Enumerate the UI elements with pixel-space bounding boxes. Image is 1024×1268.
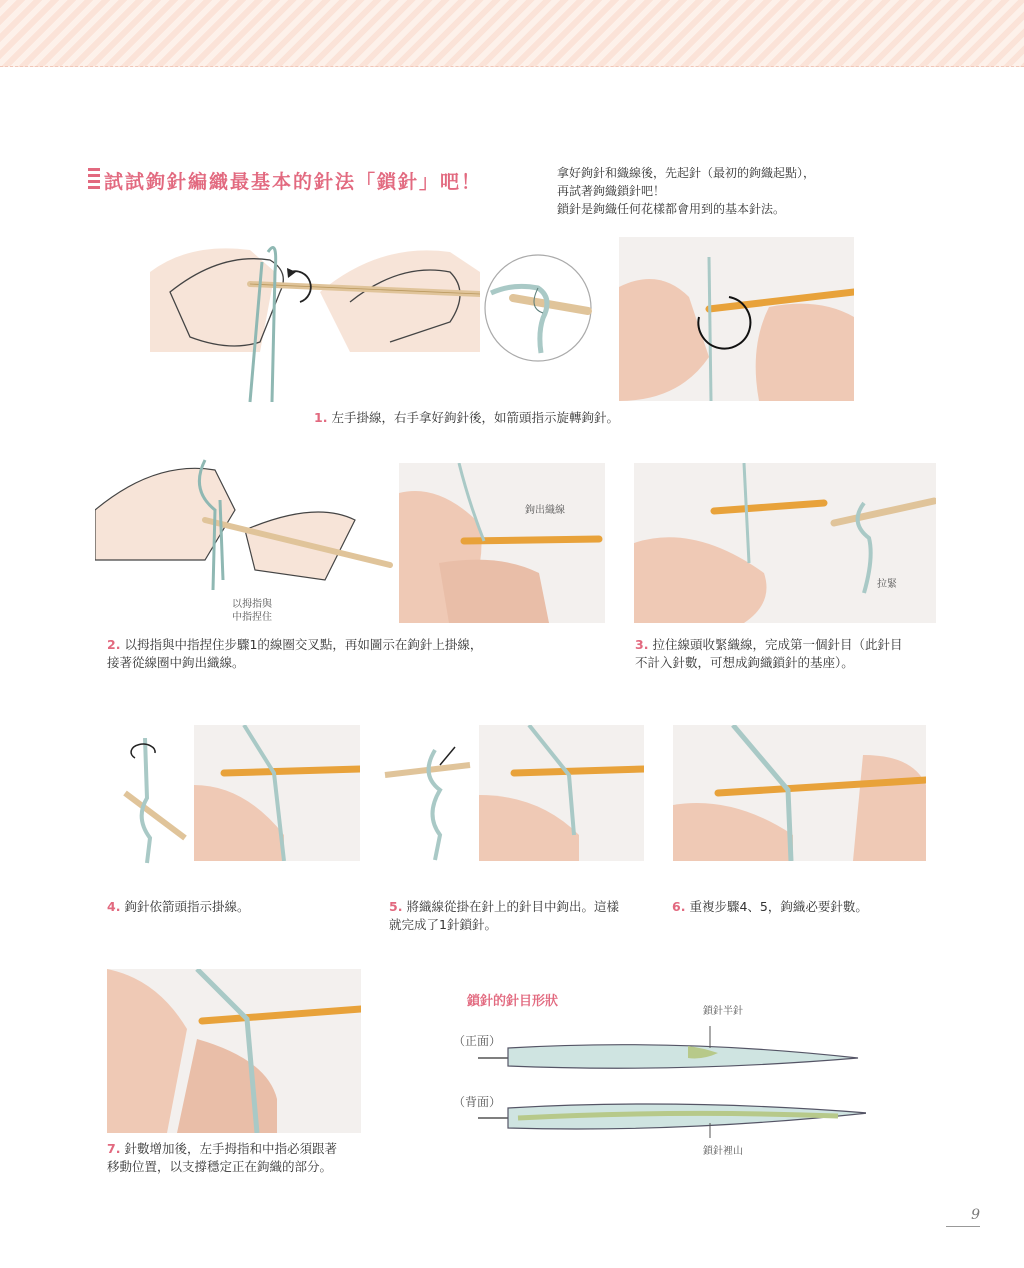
step7-caption xyxy=(107,1140,337,1176)
step-text: 鉤針依箭頭指示掛線。 xyxy=(124,899,250,914)
pinch-label xyxy=(232,598,272,624)
step-number: 2. xyxy=(107,637,121,652)
step2-caption xyxy=(107,636,482,672)
step4-photo xyxy=(194,725,360,861)
chain-shape-title: 鎖針的針目形狀 xyxy=(467,994,559,1009)
step6-caption xyxy=(672,898,868,916)
step-text: 移動位置，以支撐穩定正在鉤織的部分。 xyxy=(107,1159,333,1174)
step-number: 4. xyxy=(107,899,121,914)
step-text: 將織線從掛在針上的針目中鉤出。這樣 xyxy=(406,899,619,914)
step-text: 以拇指與中指捏住步驟1的線圈交叉點，再如圖示在鉤針上掛線， xyxy=(124,637,483,652)
intro-line: 再試著鉤織鎖針吧！ xyxy=(557,184,666,198)
step-number: 6. xyxy=(672,899,686,914)
intro-text xyxy=(557,164,815,218)
step2-photo xyxy=(399,463,605,623)
step-text: 針數增加後，左手拇指和中指必須跟著 xyxy=(124,1141,337,1156)
step4-caption xyxy=(107,898,249,916)
step1-photo xyxy=(619,237,854,401)
chain-stitch-diagram xyxy=(478,1018,866,1138)
step-text: 不計入針數，可想成鉤織鎖針的基座）。 xyxy=(635,655,854,670)
step-text: 接著從線圈中鉤出織線。 xyxy=(107,655,245,670)
step5-diagram xyxy=(380,745,472,865)
step1-hook-closeup xyxy=(483,253,593,363)
tighten-label: 拉緊 xyxy=(877,579,897,590)
step1-caption xyxy=(314,409,619,427)
half-loop-label: 鎖針半針 xyxy=(703,1006,743,1017)
pinch-label-line: 中指捏住 xyxy=(232,612,272,623)
back-label: （背面） xyxy=(453,1095,502,1109)
step-number: 7. xyxy=(107,1141,121,1156)
front-label: （正面） xyxy=(453,1034,502,1048)
decorative-top-band xyxy=(0,0,1024,67)
pull-out-label: 鉤出織線 xyxy=(525,505,565,516)
step-number: 1. xyxy=(314,410,328,425)
pinch-label-line: 以拇指與 xyxy=(232,599,272,610)
step1-hands-illustration xyxy=(150,232,480,404)
page-number: 9 xyxy=(971,1207,980,1223)
step-number: 5. xyxy=(389,899,403,914)
step-number: 3. xyxy=(635,637,649,652)
back-bump-label: 鎖針裡山 xyxy=(703,1146,743,1157)
step-text: 就完成了1針鎖針。 xyxy=(389,917,497,932)
intro-line: 鎖針是鉤織任何花樣都會用到的基本針法。 xyxy=(557,202,786,216)
step3-photo xyxy=(634,463,936,623)
step7-photo xyxy=(107,969,361,1133)
step5-photo xyxy=(479,725,644,861)
step-text: 重複步驟4、5，鉤織必要針數。 xyxy=(689,899,868,914)
intro-line: 拿好鉤針和織線後，先起針（最初的鉤織起點）， xyxy=(557,166,816,180)
step6-photo xyxy=(673,725,926,861)
page-number-rule xyxy=(946,1226,980,1227)
step4-diagram xyxy=(105,738,187,864)
step-text: 左手掛線，右手拿好鉤針後，如箭頭指示旋轉鉤針。 xyxy=(331,410,619,425)
page-title: 試試鉤針編織最基本的針法「鎖針」吧！ xyxy=(104,171,483,193)
step3-caption xyxy=(635,636,902,672)
title-marker-icon xyxy=(88,168,100,190)
step-text: 拉住線頭收緊織線，完成第一個針目（此針目 xyxy=(652,637,903,652)
step5-caption xyxy=(389,898,619,934)
